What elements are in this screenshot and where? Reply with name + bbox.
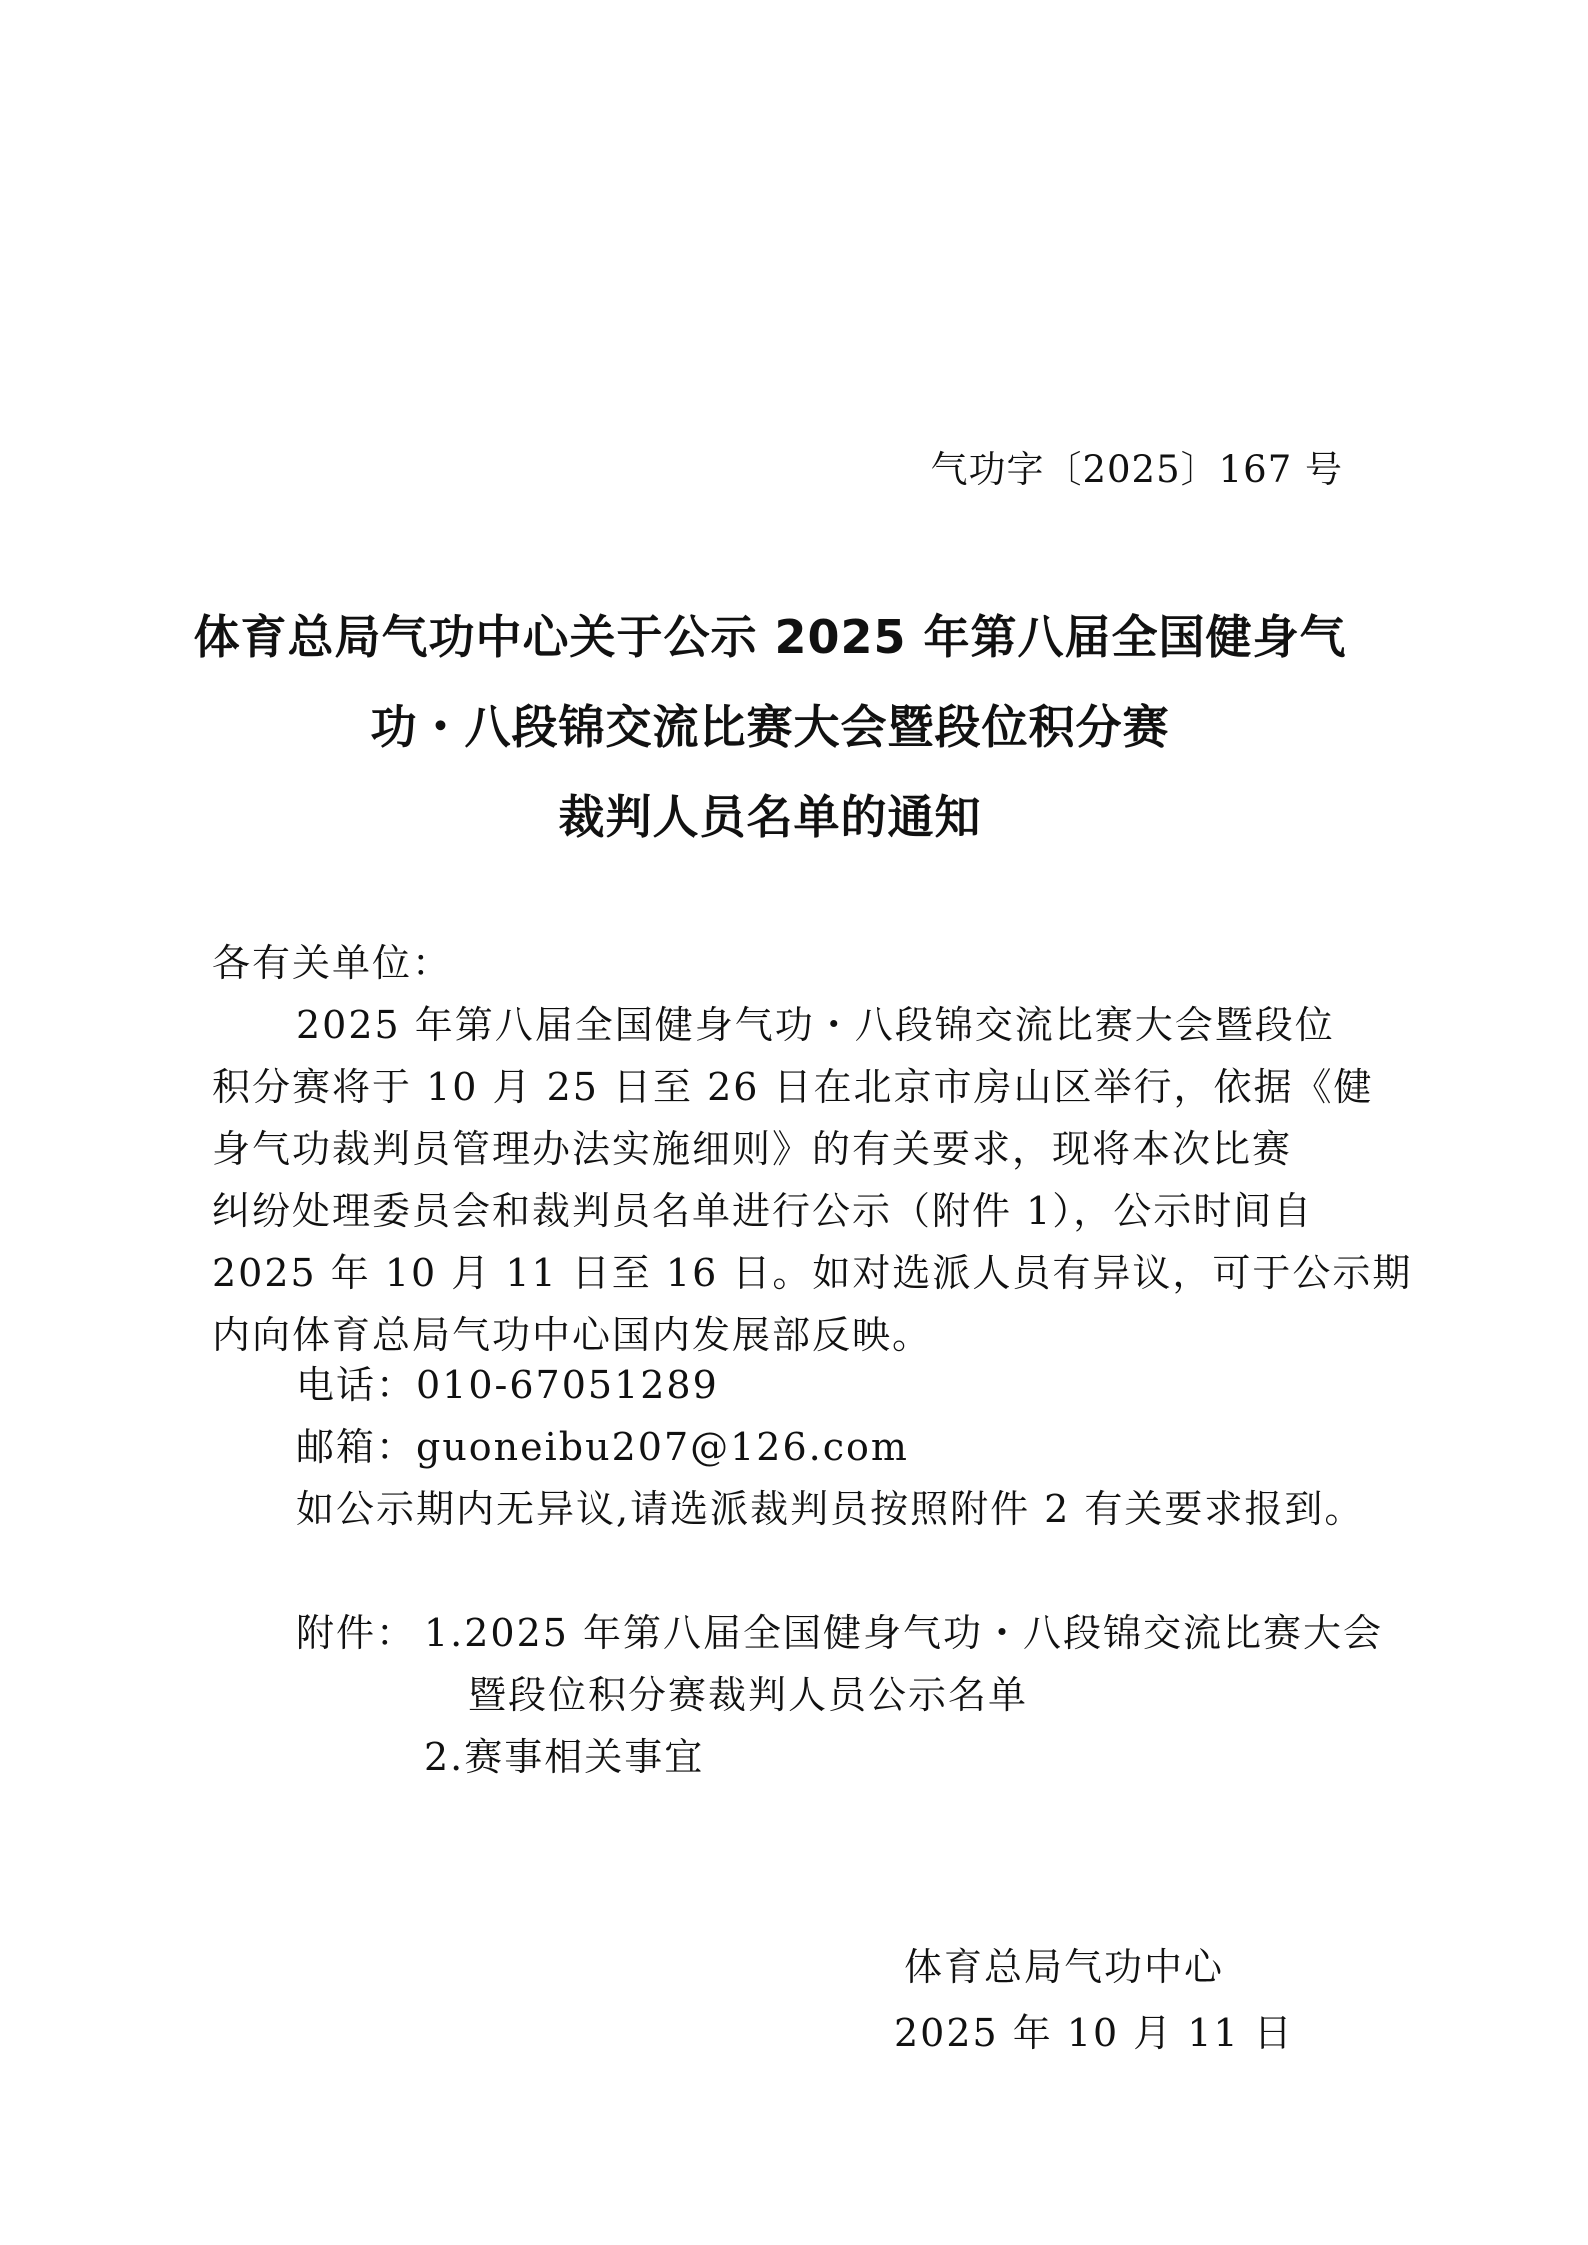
attachment-item-1-line-1: 1.2025 年第八届全国健身气功・八段锦交流比赛大会 [424, 1611, 1384, 1655]
attachments [296, 1602, 1383, 1788]
attachment-item-2: 2.赛事相关事宜 [424, 1735, 705, 1779]
title-line-2: 功・八段锦交流比赛大会暨段位积分赛 [370, 700, 1170, 754]
signature-date: 2025 年 10 月 11 日 [894, 2011, 1294, 2055]
signature-block [894, 1934, 1294, 2066]
attachment-item-1 [296, 1602, 1383, 1664]
title-line-1: 体育总局气功中心关于公示 2025 年第八届全国健身气 [193, 610, 1347, 664]
body-line-5: 2025 年 10 月 11 日至 16 日。如对选派人员有异议，可于公示期 [212, 1251, 1413, 1295]
body-line-6: 内向体育总局气功中心国内发展部反映。 [212, 1313, 933, 1357]
document-title [160, 592, 1380, 862]
attachment-item-1-line-2: 暨段位积分赛裁判人员公示名单 [468, 1673, 1029, 1717]
salutation: 各有关单位： [212, 941, 453, 985]
attachments-label: 附件： [296, 1611, 417, 1655]
body-paragraph [212, 994, 1413, 1366]
title-line-3: 裁判人员名单的通知 [558, 790, 982, 844]
contact-phone: 电话：010-67051289 [296, 1363, 719, 1407]
body-line-4: 纠纷处理委员会和裁判员名单进行公示（附件 1），公示时间自 [212, 1189, 1314, 1233]
document-number: 气功字〔2025〕167 号 [930, 448, 1343, 491]
contact-note: 如公示期内无异议,请选派裁判员按照附件 2 有关要求报到。 [296, 1487, 1365, 1531]
contact-email: 邮箱：guoneibu207@126.com [296, 1425, 909, 1469]
body-line-3: 身气功裁判员管理办法实施细则》的有关要求，现将本次比赛 [212, 1127, 1293, 1171]
signature-org: 体育总局气功中心 [904, 1945, 1225, 1989]
body-line-1: 2025 年第八届全国健身气功・八段锦交流比赛大会暨段位 [296, 1003, 1335, 1047]
body-line-2: 积分赛将于 10 月 25 日至 26 日在北京市房山区举行，依据《健 [212, 1065, 1374, 1109]
